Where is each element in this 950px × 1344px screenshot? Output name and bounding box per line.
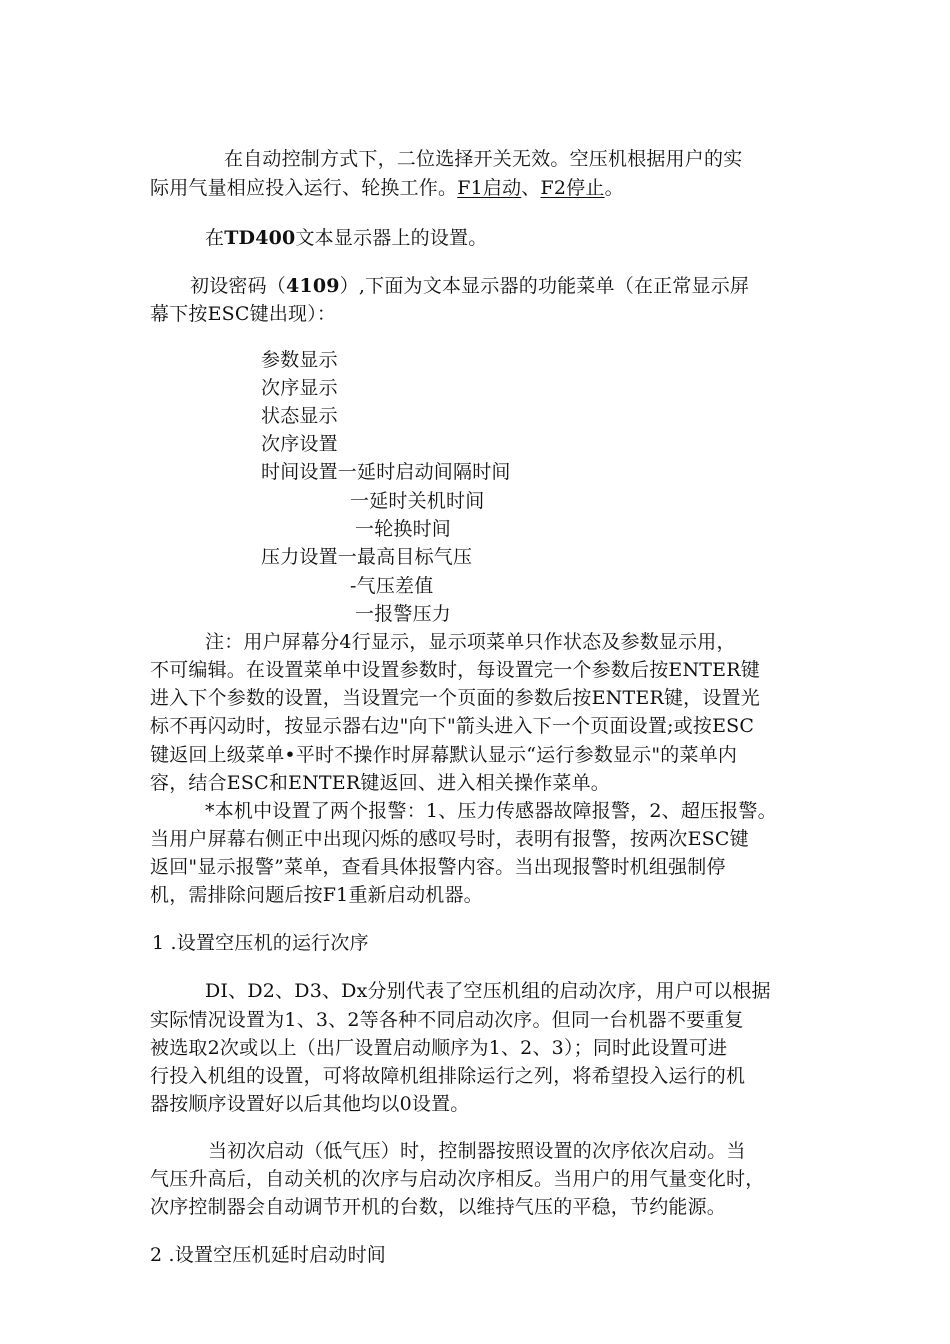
para-password-line2: 幕下按ESC键出现）：	[150, 303, 337, 325]
note-line5: 键返回上级菜单•平时不操作时屏幕默认显示“运行参数显示"的菜单内	[150, 744, 738, 766]
note-line2: 不可编辑。在设置菜单中设置参数时，每设置完一个参数后按ENTER键	[150, 659, 760, 681]
order-para-line2: 实际情况设置为1、3、2等各种不同启动次序。但同一台机器不要重复	[150, 1009, 744, 1031]
alarm-line2: 当用户屏幕右侧正中出现闪烁的感叹号时，表明有报警，按两次ESC键	[150, 828, 749, 850]
order-para-line1: DI、D2、D3、Dx分别代表了空压机组的启动次序，用户可以根据	[205, 980, 771, 1002]
text-post: ）,下面为文本显示器的功能菜单（在正常显示屏	[339, 275, 750, 297]
menu-item-param-display: 参数显示	[261, 349, 338, 371]
menu-item-time-setting: 时间设置一延时启动间隔时间	[261, 461, 511, 483]
f2-stop-link: F2停止	[540, 177, 605, 199]
text-pre: 在	[205, 227, 225, 249]
menu-subitem-pressure-diff: -气压差值	[350, 575, 434, 597]
menu-item-status-display: 状态显示	[261, 405, 338, 427]
order-para-line3: 被选取2次或以上（出厂设置启动顺序为1、2、3）；同时此设置可进	[150, 1037, 728, 1059]
section-heading-1: 1 .设置空压机的运行次序	[152, 932, 369, 954]
f1-start-link: F1启动	[457, 177, 522, 199]
order-para-line5: 器按顺序设置好以后其他均以0设置。	[150, 1093, 470, 1115]
startup-para-line2: 气压升高后，自动关机的次序与启动次序相反。当用户的用气量变化时，	[150, 1168, 765, 1190]
text-pre: 初设密码（	[190, 275, 287, 297]
note-line1: 注：用户屏幕分4行显示，显示项菜单只作状态及参数显示用，	[205, 631, 736, 653]
menu-item-pressure-setting: 压力设置一最高目标气压	[261, 546, 473, 568]
model-name: TD400	[224, 227, 296, 249]
para-auto-control-line1: 在自动控制方式下，二位选择开关无效。空压机根据用户的实	[224, 148, 743, 170]
alarm-line4: 机，需排除问题后按F1重新启动机器。	[150, 884, 483, 906]
startup-para-line3: 次序控制器会自动调节开机的台数，以维持气压的平稳，节约能源。	[150, 1196, 727, 1218]
para-auto-control-text: 际用气量相应投入运行、轮换工作。	[150, 177, 458, 199]
order-para-line4: 行投入机组的设置，可将故障机组排除运行之列，将希望投入运行的机	[150, 1065, 746, 1087]
menu-subitem-alarm-pressure: 一报警压力	[355, 603, 452, 625]
menu-item-order-display: 次序显示	[261, 377, 338, 399]
separator: 、	[521, 177, 541, 199]
alarm-line3: 返回"显示报警”菜单，查看具体报警内容。当出现报警时机组强制停	[150, 856, 726, 878]
note-line6: 容，结合ESC和ENTER键返回、进入相关操作菜单。	[150, 772, 610, 794]
menu-item-order-setting: 次序设置	[261, 433, 338, 455]
menu-subitem-rotation-time: 一轮换时间	[355, 518, 452, 540]
note-line3: 进入下个参数的设置，当设置完一个页面的参数后按ENTER键，设置光	[150, 687, 760, 709]
para-password-line1	[190, 272, 749, 300]
text-post: 文本显示器上的设置。	[295, 227, 488, 249]
note-line4: 标不再闪动时，按显示器右边"向下"箭头进入下一个页面设置;或按ESC	[150, 715, 755, 737]
para-td400-setup	[205, 224, 488, 252]
period: 。	[604, 177, 624, 199]
para-auto-control-line2	[150, 174, 624, 202]
startup-para-line1: 当初次启动（低气压）时，控制器按照设置的次序依次启动。当	[208, 1140, 746, 1162]
section-heading-2: 2 .设置空压机延时启动时间	[150, 1244, 386, 1266]
menu-subitem-shutdown-delay: 一延时关机时间	[350, 490, 485, 512]
alarm-line1: *本机中设置了两个报警：1、压力传感器故障报警，2、超压报警。	[205, 800, 777, 822]
password-code: 4109	[286, 275, 340, 297]
